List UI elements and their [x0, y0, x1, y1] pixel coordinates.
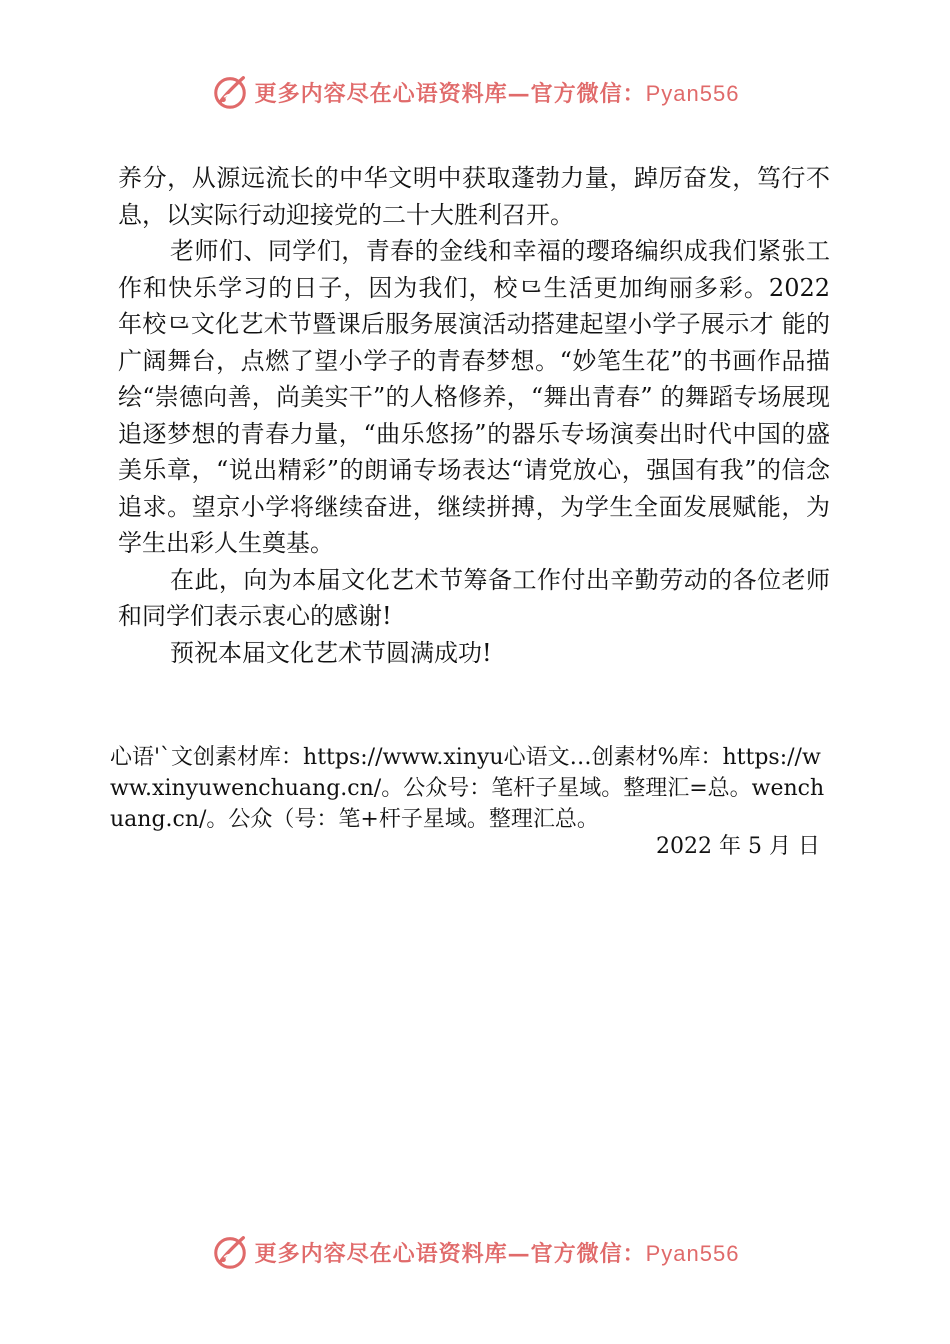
banner-main-text: 更多内容尽在心语资料库—官方微信：	[254, 1240, 646, 1267]
banner-wechat-id: Pyan556	[645, 1240, 740, 1266]
document-date: 2022 年 5 月 日	[656, 834, 820, 859]
banner-text	[255, 77, 740, 108]
brush-logo-icon	[211, 73, 249, 111]
watermark-note: 心语'`文创素材库：https://www.xinyu心语文…创素材%库：https://www.xinyuwenchuang.cn/。公众号：笔杆子星域。整理汇=总。wenchuang.cn/。公众（号：笔+杆子星域。整理汇总。	[110, 745, 825, 832]
banner-wechat-id: Pyan556	[645, 80, 740, 106]
banner-text	[255, 1237, 740, 1268]
paragraph-festival: 老师们、同学们，青春的金线和幸福的璎珞编织成我们紧张工作和快乐学习的日子，因为我们，校⺋生活更加绚丽多彩。2022 年校⺋文化艺术节暨课后服务展演活动搭建起望小学子展示才 能的广阔舞台，点燃了望小学子的青春梦想。“妙笔生花”的书画作品描绘“崇德向善，尚美实干”的人格修养，“舞出青春” 的舞蹈专场展现追逐梦想的青春力量，“曲乐悠扬”的器乐专场演奏出时代中国的盛美乐章，“说出精彩”的朗诵专场表达“请党放心，强国有我”的信念追求。望京小学将继续奋进，继续拼搏，为学生全面发展赋能，为学生出彩人生奠基。	[118, 237, 830, 557]
footer-banner	[0, 1230, 950, 1274]
paragraph-continuation: 养分，从源远流长的中华文明中获取蓬勃力量，踔厉奋发，笃行不息，以实际行动迎接党的二十大胜利召开。	[118, 164, 830, 229]
header-banner	[0, 70, 950, 114]
banner-main-text: 更多内容尽在心语资料库—官方微信：	[254, 80, 646, 107]
brush-logo-icon	[211, 1233, 249, 1271]
document-body	[118, 160, 830, 671]
paragraph-thanks: 在此，向为本届文化艺术节筹备工作付出辛勤劳动的各位老师和同学们表示衷心的感谢!	[118, 565, 830, 630]
paragraph-wishes: 预祝本届文化艺术节圆满成功!	[170, 638, 492, 667]
